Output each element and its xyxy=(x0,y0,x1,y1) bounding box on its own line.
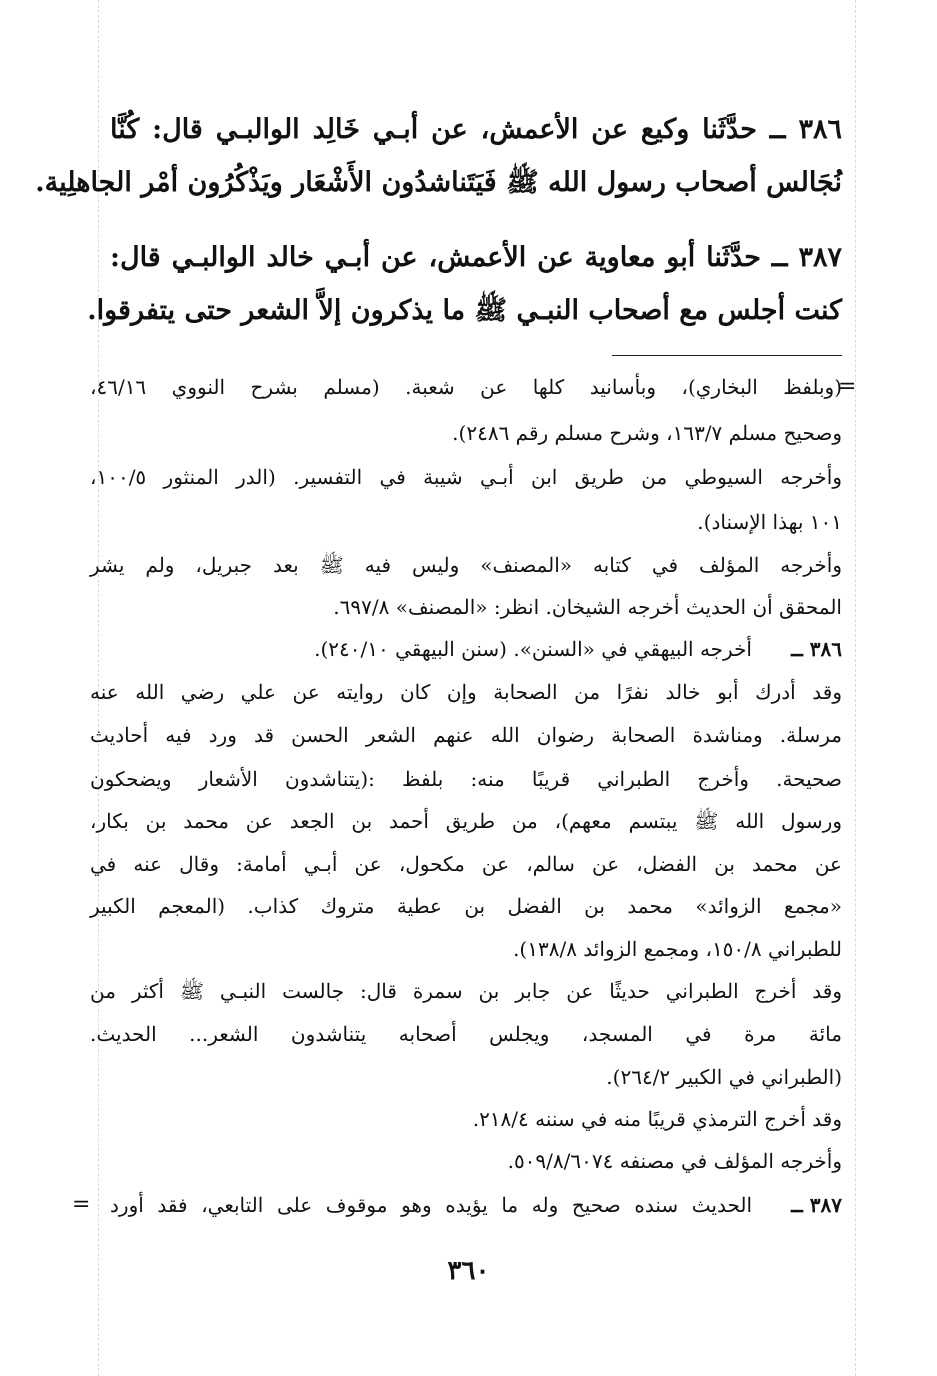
footnote-386-line-12: وقد أخرج الترمذي قريبًا منه في سننه ٢١٨/٤. xyxy=(472,1107,842,1131)
footnote-386-line-4: صحيحة. وأخرج الطبراني قريبًا منه: بلفظ :(يتناشدون الأشعار ويضحكون xyxy=(90,767,842,791)
footnote-prev-line-1: (وبلفظ البخاري)، وبأسانيد كلها عن شعبة. (مسلم بشرح النووي ٤٦/١٦، xyxy=(90,375,842,399)
continuation-mark-end: = xyxy=(72,1192,91,1217)
footnote-prev-line-4: ١٠١ بهذا الإسناد). xyxy=(697,510,842,534)
hadith-387-line-2: كنت أجلس مع أصحاب النبـي ﷺ ما يذكرون إلاَّ الشعر حتى يتفرقوا. xyxy=(87,295,842,326)
scan-guide-line xyxy=(855,0,856,1376)
hadith-387-line-1: ٣٨٧ ــ حدَّثَنا أبو معاوية عن الأعمش، عن أبـي خالد الوالبـي قال: xyxy=(110,242,842,273)
hadith-386-line-1: ٣٨٦ ــ حدَّثَنا وكيع عن الأعمش، عن أبـي خَالِد الوالبـي قال: كُنَّا xyxy=(110,114,842,145)
footnote-prev-line-3: وأخرجه السيوطي من طريق ابن أبـي شيبة في التفسير. (الدر المنثور ١٠٠/٥، xyxy=(90,465,842,489)
footnote-386-line-5: ورسول الله ﷺ يبتسم معهم)، من طريق أحمد بن الجعد عن محمد بن بكار، xyxy=(90,809,842,833)
footnote-386-line-10: مائة مرة في المسجد، ويجلس أصحابه يتناشدون الشعر... الحديث. xyxy=(90,1022,842,1046)
footnote-386-line-13: وأخرجه المؤلف في مصنفه ٥٠٩/٨/٦٠٧٤. xyxy=(507,1149,842,1173)
footnote-386-line-11: (الطبراني في الكبير ٢٦٤/٢). xyxy=(606,1065,842,1089)
footnote-386-line-8: للطبراني ١٥٠/٨، ومجمع الزوائد ١٣٨/٨). xyxy=(513,937,842,961)
footnote-387-line-1: الحديث سنده صحيح وله ما يؤيده وهو موقوف على التابعي، فقد أورد xyxy=(110,1193,753,1217)
footnote-386-line-3: مرسلة. ومناشدة الصحابة رضوان الله عنهم الشعر الحسن قد ورد فيه أحاديث xyxy=(90,723,842,747)
footnote-387-label: ٣٨٧ ــ xyxy=(791,1193,842,1217)
continuation-mark-start: = xyxy=(838,374,857,399)
hadith-386-line-2: نُجَالس أصحاب رسول الله ﷺ فَيَتَناشدُون الأَشْعَار ويَذْكُرُون أمْر الجاهلِية. xyxy=(35,167,842,198)
footnote-prev-line-6: المحقق أن الحديث أخرجه الشيخان. انظر: «المصنف» ٦٩٧/٨. xyxy=(333,595,842,619)
footnote-386-line-6: عن محمد بن الفضل، عن سالم، عن مكحول، عن أبـي أمامة: وقال عنه في xyxy=(90,852,842,876)
footnote-prev-line-2: وصحيح مسلم ١٦٣/٧، وشرح مسلم رقم ٢٤٨٦). xyxy=(452,421,842,445)
footnote-separator xyxy=(612,355,842,356)
footnote-386-label: ٣٨٦ ــ xyxy=(791,637,842,661)
footnote-386-line-1: أخرجه البيهقي في «السنن». (سنن البيهقي ٢٤٠/١٠). xyxy=(314,637,752,661)
page-number: ٣٦٠ xyxy=(447,1256,490,1286)
footnote-prev-line-5: وأخرجه المؤلف في كتابه «المصنف» وليس فيه ﷺ بعد جبريل، ولم يشر xyxy=(90,553,842,577)
footnote-386-line-2: وقد أدرك أبو خالد نفرًا من الصحابة وإن كان روايته عن علي رضي الله عنه xyxy=(90,680,842,704)
footnote-386-line-9: وقد أخرج الطبراني حديثًا عن جابر بن سمرة قال: جالست النبـي ﷺ أكثر من xyxy=(90,979,842,1003)
footnote-386-line-7: «مجمع الزوائد» محمد بن الفضل بن عطية متروك كذاب. (المعجم الكبير xyxy=(90,894,842,918)
